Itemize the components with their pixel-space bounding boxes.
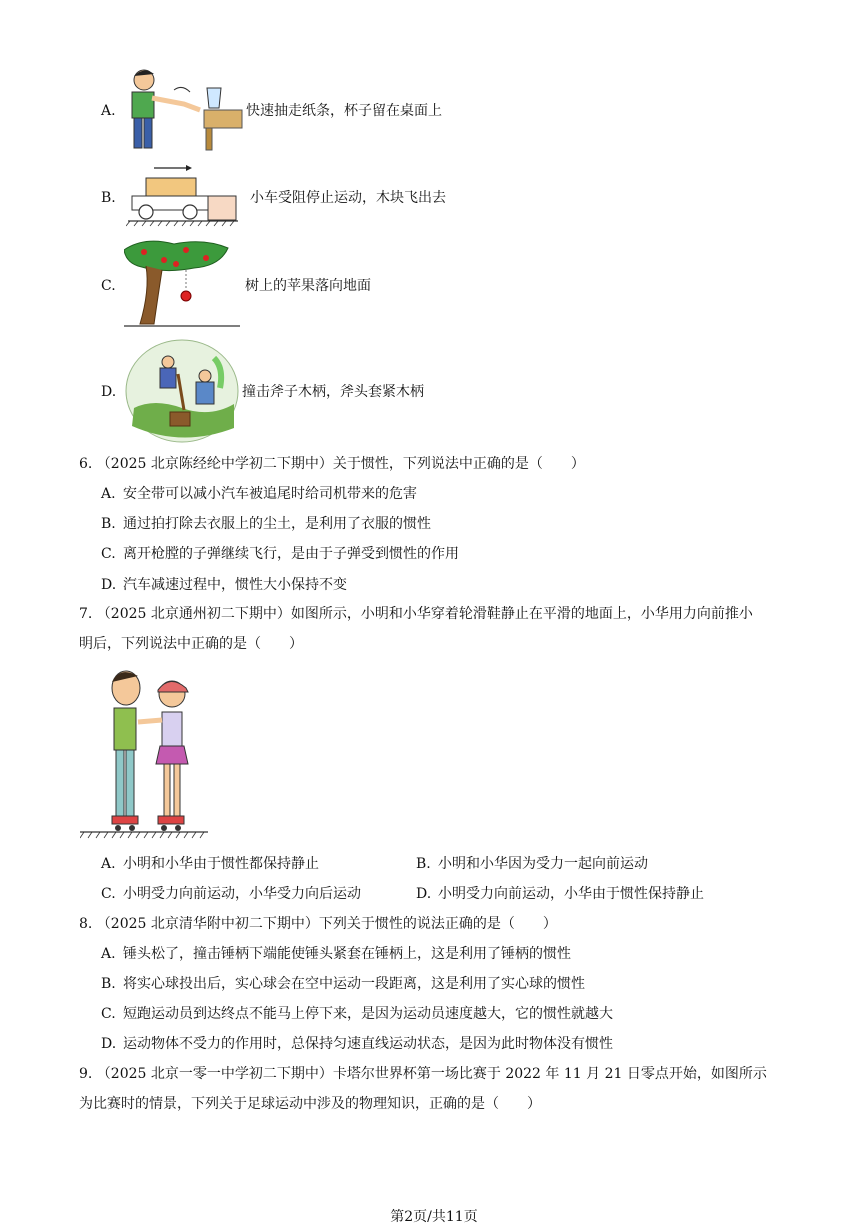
option-letter: A. xyxy=(101,103,116,119)
q9-stem-line1: 9. （2025 北京一零一中学初二下期中）卡塔尔世界杯第一场比赛于 2022 年 11 月 21 日零点开始，如图所示 xyxy=(79,1066,767,1082)
q7-option-a xyxy=(101,854,319,874)
option-letter: D. xyxy=(101,1036,117,1052)
q8-option-c xyxy=(101,1004,613,1024)
q9-stem-line2: 为比赛时的情景，下列关于足球运动中涉及的物理知识，正确的是（ ） xyxy=(79,1096,541,1112)
option-letter: B. xyxy=(416,856,431,872)
q6-option-a xyxy=(101,484,417,504)
q7-option-b xyxy=(416,854,648,874)
q8-option-b xyxy=(101,974,585,994)
option-letter: D. xyxy=(416,886,432,902)
cart-block-figure xyxy=(126,160,240,228)
q8-stem: 8. （2025 北京清华附中初二下期中）下列关于惯性的说法正确的是（ ） xyxy=(79,916,557,932)
option-letter: D. xyxy=(101,384,117,400)
option-letter: C. xyxy=(101,546,116,562)
q7-option-c xyxy=(101,884,361,904)
q6-stem: 6. （2025 北京陈经纶中学初二下期中）关于惯性，下列说法中正确的是（ ） xyxy=(79,456,585,472)
q5-option-a xyxy=(101,101,123,121)
boy-pulling-paper-figure xyxy=(124,66,244,152)
option-letter: A. xyxy=(101,856,116,872)
option-text: 通过拍打除去衣服上的尘土，是利用了衣服的惯性 xyxy=(123,516,431,532)
q5-option-d-text: 撞击斧子木柄，斧头套紧木柄 xyxy=(242,384,424,400)
q6-option-c xyxy=(101,544,459,564)
q5-option-c-text: 树上的苹果落向地面 xyxy=(245,278,371,294)
option-text: 小明和小华因为受力一起向前运动 xyxy=(438,856,648,872)
q6-option-d xyxy=(101,575,347,595)
option-letter: C. xyxy=(101,1006,116,1022)
option-letter: B. xyxy=(101,190,116,206)
q5-option-a-text: 快速抽走纸条，杯子留在桌面上 xyxy=(246,103,442,119)
option-text: 锤头松了，撞击锤柄下端能使锤头紧套在锤柄上，这是利用了锤柄的惯性 xyxy=(123,946,571,962)
option-letter: B. xyxy=(101,976,116,992)
option-letter: D. xyxy=(101,577,117,593)
page-footer: 第2页/共11页 xyxy=(390,1209,478,1225)
option-text: 小明受力向前运动，小华受力向后运动 xyxy=(123,886,361,902)
q5-option-b xyxy=(101,188,123,208)
option-letter: A. xyxy=(101,486,116,502)
option-text: 小明受力向前运动，小华由于惯性保持静止 xyxy=(438,886,704,902)
q7-option-d xyxy=(416,884,704,904)
axe-handle-figure xyxy=(124,338,240,444)
option-text: 短跑运动员到达终点不能马上停下来，是因为运动员速度越大，它的惯性就越大 xyxy=(123,1006,613,1022)
option-letter: A. xyxy=(101,946,116,962)
option-text: 小明和小华由于惯性都保持静止 xyxy=(123,856,319,872)
q7-stem-line2: 明后，下列说法中正确的是（ ） xyxy=(79,636,303,652)
q6-option-b xyxy=(101,514,431,534)
skaters-figure xyxy=(80,662,210,842)
q8-option-a xyxy=(101,944,571,964)
option-text: 离开枪膛的子弹继续飞行，是由于子弹受到惯性的作用 xyxy=(123,546,459,562)
q5-option-b-text: 小车受阻停止运动，木块飞出去 xyxy=(250,190,446,206)
q5-option-d xyxy=(101,382,123,402)
apple-tree-figure xyxy=(124,240,242,330)
option-letter: C. xyxy=(101,278,116,294)
option-text: 汽车减速过程中，惯性大小保持不变 xyxy=(123,577,347,593)
q8-option-d xyxy=(101,1034,613,1054)
q7-stem-line1: 7. （2025 北京通州初二下期中）如图所示，小明和小华穿着轮滑鞋静止在平滑的地面上，小华用力向前推小 xyxy=(79,606,753,622)
option-text: 安全带可以减小汽车被追尾时给司机带来的危害 xyxy=(123,486,417,502)
option-letter: B. xyxy=(101,516,116,532)
option-text: 运动物体不受力的作用时，总保持匀速直线运动状态，是因为此时物体没有惯性 xyxy=(123,1036,613,1052)
q5-option-c xyxy=(101,276,123,296)
option-text: 将实心球投出后，实心球会在空中运动一段距离，这是利用了实心球的惯性 xyxy=(123,976,585,992)
option-letter: C. xyxy=(101,886,116,902)
